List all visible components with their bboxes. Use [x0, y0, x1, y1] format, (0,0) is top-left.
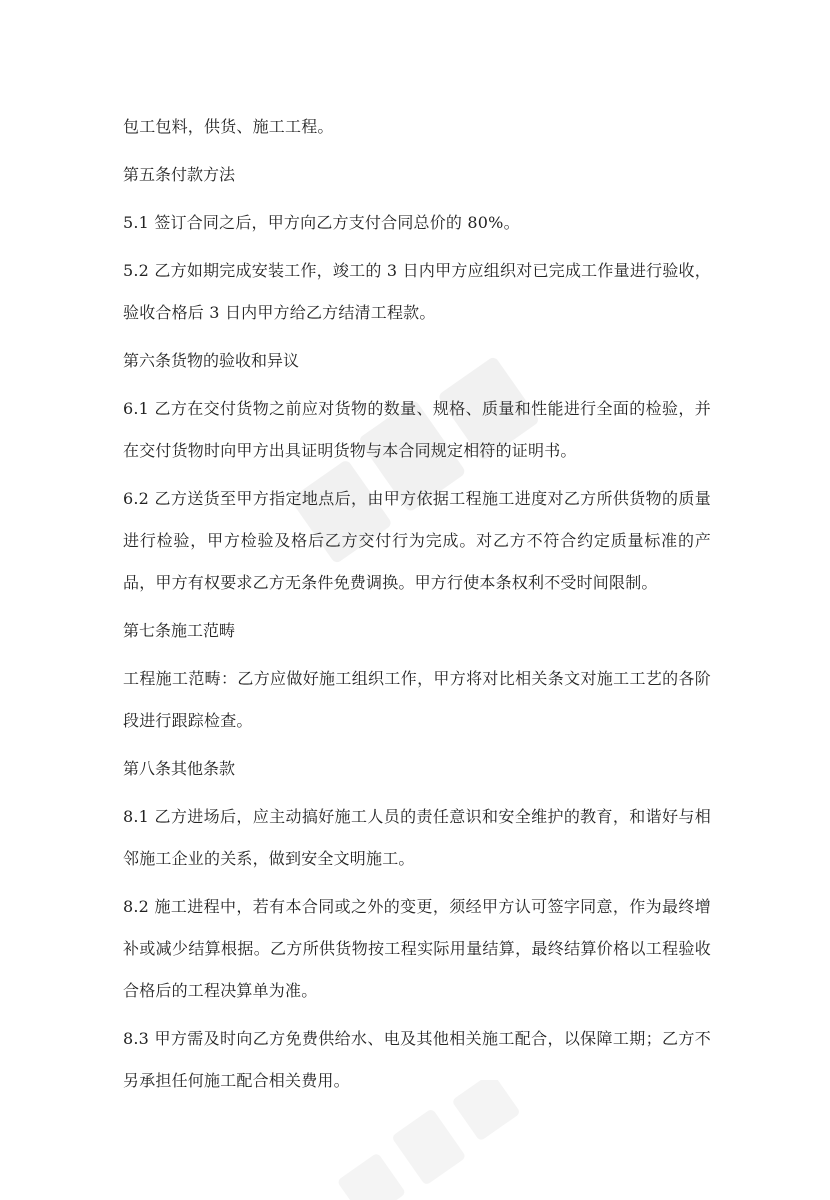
clause-5-1: 5.1 签订合同之后，甲方向乙方支付合同总价的 80%。	[123, 213, 520, 232]
clause-5-2: 5.2 乙方如期完成安装工作，竣工的 3 日内甲方应组织对已完成工作量进行验收，验收合格后 3 日内甲方给乙方结清工程款。	[123, 261, 711, 322]
document-body	[123, 106, 711, 1108]
heading-article-7: 第七条施工范畴	[123, 621, 236, 640]
heading-article-8: 第八条其他条款	[123, 759, 236, 778]
clause-7-scope: 工程施工范畴：乙方应做好施工组织工作，甲方将对比相关条文对施工工艺的各阶段进行跟踪检查。	[123, 669, 711, 730]
heading-article-5: 第五条付款方法	[123, 165, 236, 184]
clause-8-2: 8.2 施工进程中，若有本合同或之外的变更，须经甲方认可签字同意，作为最终增补或减少结算根据。乙方所供货物按工程实际用量结算，最终结算价格以工程验收合格后的工程决算单为准。	[123, 897, 711, 1000]
clause-8-3: 8.3 甲方需及时向乙方免费供给水、电及其他相关施工配合，以保障工期；乙方不另承担任何施工配合相关费用。	[123, 1029, 711, 1090]
clause-8-1: 8.1 乙方进场后，应主动搞好施工人员的责任意识和安全维护的教育，和谐好与相邻施工企业的关系，做到安全文明施工。	[123, 807, 711, 868]
heading-article-6: 第六条货物的验收和异议	[123, 351, 300, 370]
clause-6-2: 6.2 乙方送货至甲方指定地点后，由甲方依据工程施工进度对乙方所供货物的质量进行检验，甲方检验及格后乙方交付行为完成。对乙方不符合约定质量标准的产品，甲方有权要求乙方无条件免费调换。甲方行使本条权利不受时间限制。	[123, 489, 711, 592]
clause-6-1: 6.1 乙方在交付货物之前应对货物的数量、规格、质量和性能进行全面的检验，并在交付货物时向甲方出具证明货物与本合同规定相符的证明书。	[123, 399, 711, 460]
paragraph-scope: 包工包料，供货、施工工程。	[123, 117, 334, 136]
